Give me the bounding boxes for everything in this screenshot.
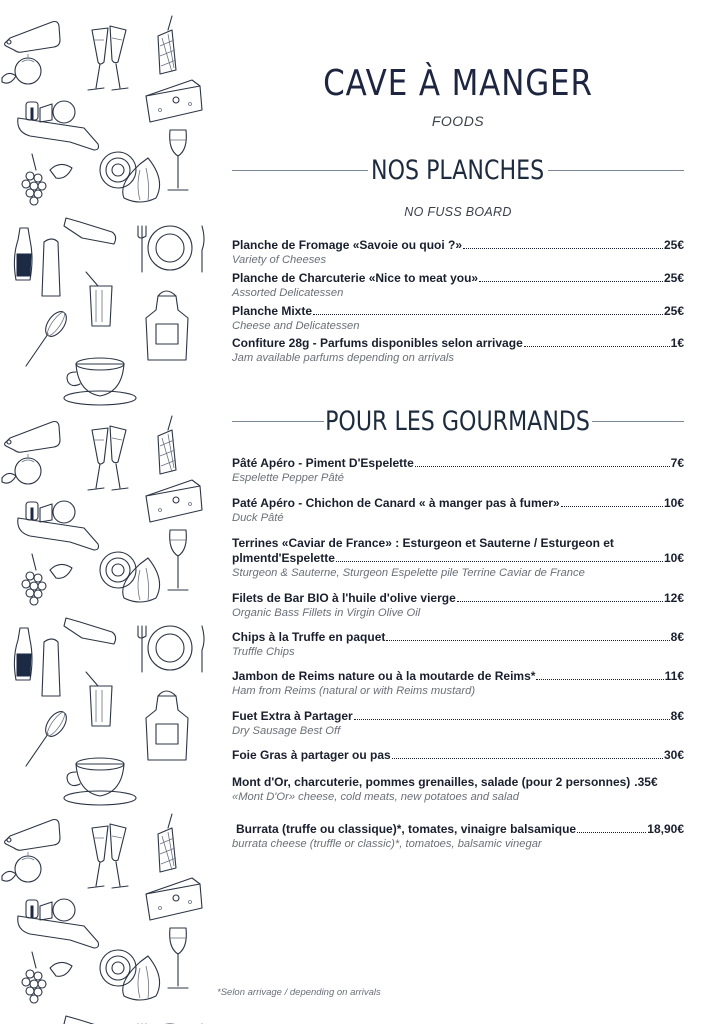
- item-name: plmentd'Espelette: [232, 551, 335, 565]
- item-price: 12€: [663, 591, 684, 605]
- item-description: Ham from Reims (natural or with Reims mustard): [232, 685, 476, 697]
- menu-item: [232, 271, 684, 300]
- illustration-tile-3: [0, 798, 215, 1024]
- item-price: 10€: [663, 496, 684, 510]
- item-name: Chips à la Truffe en paquet: [232, 630, 386, 644]
- item-name: Planche de Fromage «Savoie ou quoi ?»: [232, 238, 463, 252]
- restaurant-title: CAVE À MANGER: [323, 63, 593, 104]
- dot-leader: [479, 271, 663, 282]
- divider-left: [232, 421, 324, 422]
- item-price: 18,90€: [647, 822, 684, 836]
- dot-leader: [415, 456, 670, 467]
- item-description: Duck Pâté: [232, 512, 284, 524]
- menu-item: [232, 456, 684, 485]
- item-name: Mont d'Or, charcuterie, pommes grenailles, salade (pour 2 personnes): [232, 775, 631, 789]
- item-price: .35€: [634, 775, 658, 789]
- item-description: «Mont D'Or» cheese, cold meats, new potatoes and salad: [232, 791, 519, 803]
- item-name: Pâté Apéro - Piment D'Espelette: [232, 456, 414, 470]
- item-name: Burrata (truffe ou classique)*, tomates, vinaigre balsamique: [236, 822, 577, 836]
- item-name-line1: Terrines «Caviar de France» : Esturgeon et Sauterne / Esturgeon et: [232, 536, 614, 550]
- item-price: 11€: [664, 669, 684, 683]
- illustration-strip: [0, 0, 215, 1024]
- item-price: 8€: [670, 709, 684, 723]
- menu-item: [232, 748, 684, 763]
- illustration-tile-2: [0, 400, 215, 810]
- menu-item: [232, 709, 684, 738]
- dot-leader: [313, 304, 663, 315]
- item-description: Cheese and Delicatessen: [232, 320, 360, 332]
- menu-item: [232, 535, 684, 580]
- item-description: Variety of Cheeses: [232, 254, 327, 266]
- menu-item: [232, 238, 684, 267]
- item-description: burrata cheese (truffle or classic)*, tomatoes, balsamic vinegar: [232, 838, 542, 850]
- item-description: Assorted Delicatessen: [232, 287, 344, 299]
- item-name: Confiture 28g - Parfums disponibles selon arrivage: [232, 336, 523, 350]
- dot-leader: [457, 591, 663, 602]
- item-name: Planche de Charcuterie «Nice to meat you»: [232, 271, 479, 285]
- menu-item: [232, 336, 684, 365]
- item-price: 30€: [663, 748, 684, 762]
- dot-leader: [561, 496, 663, 507]
- item-price: 25€: [663, 238, 684, 252]
- dot-leader: [577, 822, 646, 833]
- divider-right: [592, 421, 684, 422]
- menu-item: [232, 591, 684, 620]
- section-header-pour-les-gourmands: [232, 406, 684, 437]
- dot-leader: [354, 709, 670, 720]
- item-description: Truffle Chips: [232, 646, 295, 658]
- menu-item: [232, 630, 684, 659]
- divider-right: [548, 170, 684, 171]
- item-price: 7€: [670, 456, 684, 470]
- divider-left: [232, 170, 368, 171]
- item-description: Espelette Pepper Pâté: [232, 472, 344, 484]
- dot-leader: [536, 669, 663, 680]
- item-price: 10€: [663, 551, 684, 565]
- menu-item: [232, 304, 684, 333]
- illustration-tile-1: [0, 0, 215, 410]
- item-description: Sturgeon & Sauterne, Sturgeon Espelette pile Terrine Caviar de France: [232, 567, 585, 579]
- item-description: Dry Sausage Best Off: [232, 725, 341, 737]
- item-price: 25€: [663, 304, 684, 318]
- item-name: Jambon de Reims nature ou à la moutarde de Reims*: [232, 669, 536, 683]
- footnote: *Selon arrivage / depending on arrivals: [217, 987, 381, 998]
- item-name: Planche Mixte: [232, 304, 313, 318]
- item-price: 8€: [670, 630, 684, 644]
- dot-leader: [463, 238, 663, 249]
- item-name: Paté Apéro - Chichon de Canard « à manger pas à fumer»: [232, 496, 560, 510]
- item-price: 1€: [670, 336, 684, 350]
- item-name: Fuet Extra à Partager: [232, 709, 353, 723]
- menu-item: [232, 775, 684, 804]
- item-name: Filets de Bar BIO à l'huile d'olive vierge: [232, 591, 456, 605]
- restaurant-subtitle: FOODS: [431, 113, 485, 129]
- section-title: POUR LES GOURMANDS: [325, 406, 591, 437]
- dot-leader: [336, 551, 663, 562]
- section-header-nos-planches: [232, 155, 684, 186]
- item-name: Foie Gras à partager ou pas: [232, 748, 391, 762]
- dot-leader: [524, 336, 670, 347]
- section-title: NOS PLANCHES: [371, 155, 545, 186]
- dot-leader: [386, 630, 669, 641]
- item-description: Organic Bass Fillets in Virgin Olive Oil: [232, 607, 421, 619]
- menu-item: [232, 822, 684, 851]
- menu-item: [232, 496, 684, 525]
- item-description: Jam available parfums depending on arrivals: [232, 352, 455, 364]
- item-price: 25€: [663, 271, 684, 285]
- menu-item: [232, 669, 684, 698]
- dot-leader: [392, 748, 663, 759]
- section-subtitle: NO FUSS BOARD: [404, 205, 512, 219]
